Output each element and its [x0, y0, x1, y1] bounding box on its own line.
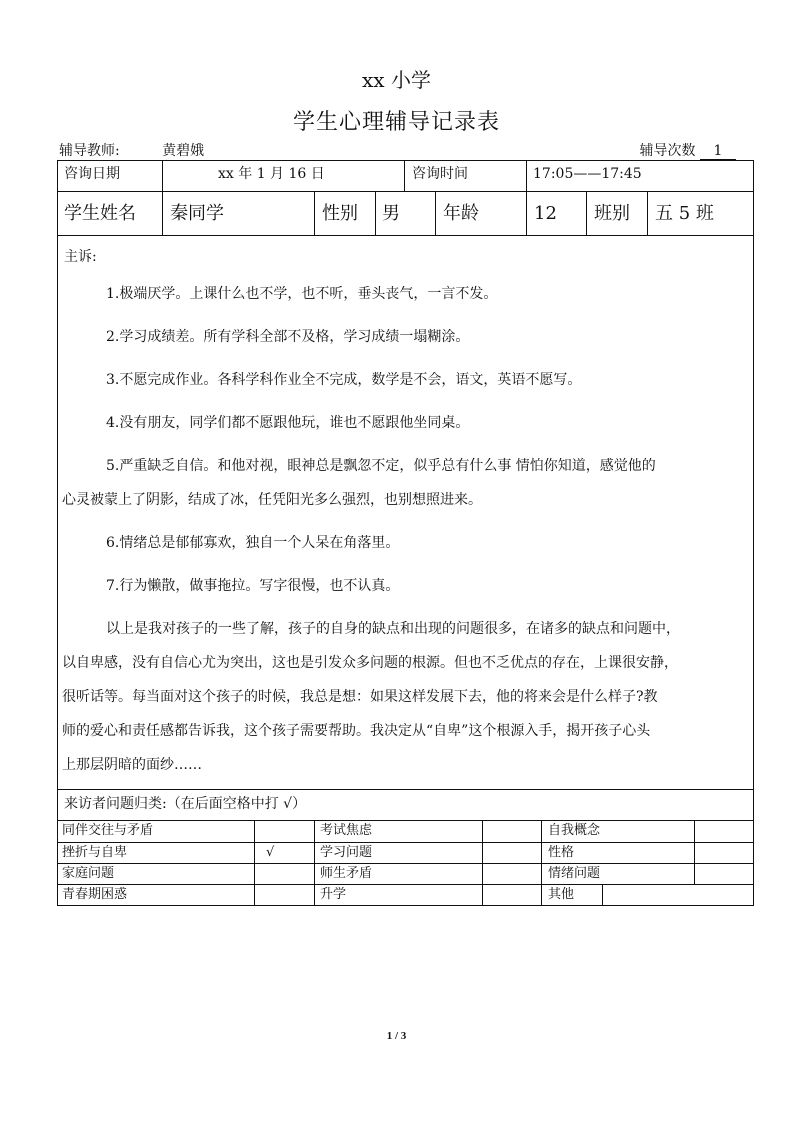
summary-line: 上那层阴暗的面纱…… [62, 757, 202, 773]
teacher-name: 黄碧娥 [132, 140, 292, 161]
complaint-item: 4.没有朋友，同学们都不愿跟他玩，谁也不愿跟他坐同桌。 [106, 415, 470, 431]
complaint-item: 5.严重缺乏自信。和他对视，眼神总是飘忽不定，似乎总有什么事 情怕你知道，感觉他的 [106, 458, 656, 474]
classification-label: 来访者问题归类:（在后面空格中打 √） [64, 796, 307, 812]
category-label: 同伴交往与矛盾 [62, 823, 154, 838]
row-divider [57, 235, 754, 236]
col-divider [694, 820, 695, 884]
col-divider [375, 191, 376, 235]
date-label: 咨询日期 [64, 166, 120, 182]
col-divider [314, 820, 315, 905]
complaint-item-continued: 心灵被蒙上了阴影，结成了冰，任凭阳光多么强烈，也别想照进来。 [62, 492, 482, 508]
row-divider [57, 789, 754, 790]
complaint-item: 1.极端厌学。上课什么也不学，也不听，垂头丧气，一言不发。 [106, 286, 498, 302]
date-value: xx 年 1 月 16 日 [218, 166, 325, 182]
summary-line: 师的爱心和责任感都告诉我，这个孩子需要帮助。我决定从“自卑”这个根源入手，揭开孩子心头 [62, 723, 651, 739]
complaint-item: 3.不愿完成作业。各科学科作业全不完成，数学是不会，语文，英语不愿写。 [106, 372, 582, 388]
category-label: 家庭问题 [62, 866, 115, 881]
category-label: 其他 [548, 887, 575, 902]
session-label: 辅导次数 [639, 143, 696, 159]
row-divider [57, 884, 754, 885]
summary-line: 以自卑感，没有自信心尤为突出，这也是引发众多问题的根源。但也不乏优点的存在，上课很安静， [62, 655, 678, 671]
page-number: 1 / 3 [386, 1030, 407, 1042]
session-field [640, 140, 736, 160]
col-divider [526, 160, 527, 235]
col-divider [162, 160, 163, 235]
class-label: 班别 [594, 203, 630, 224]
category-label: 挫折与自卑 [62, 845, 128, 860]
category-label: 性格 [548, 845, 575, 860]
teacher-label: 辅导教师: [59, 143, 120, 159]
table-border-right [753, 160, 754, 906]
category-checkbox-checked[interactable]: √ [266, 845, 275, 860]
school-name: xx 小学 [362, 68, 431, 92]
col-divider [647, 191, 648, 235]
category-label: 情绪问题 [548, 866, 601, 881]
col-divider [435, 191, 436, 235]
complaint-item: 2.学习成绩差。所有学科全部不及格，学习成绩一塌糊涂。 [106, 329, 470, 345]
category-label: 升学 [320, 887, 347, 902]
col-divider [586, 191, 587, 235]
table-border-left [57, 160, 58, 906]
summary-line: 以上是我对孩子的一些了解，孩子的自身的缺点和出现的问题很多，在诸多的缺点和问题中， [106, 621, 680, 637]
category-label: 学习问题 [320, 845, 373, 860]
col-divider [602, 884, 603, 905]
row-divider [57, 842, 754, 843]
session-count: 1 [700, 143, 736, 160]
category-label: 青春期困惑 [62, 887, 128, 902]
table-border-bottom [57, 905, 754, 906]
col-divider [541, 820, 542, 905]
category-label: 考试焦虑 [320, 823, 373, 838]
age-value: 12 [534, 203, 557, 224]
name-value: 秦同学 [170, 203, 224, 224]
col-divider [314, 191, 315, 235]
complaint-item: 7.行为懒散，做事拖拉。写字很慢，也不认真。 [106, 578, 400, 594]
col-divider [482, 820, 483, 905]
complaint-item: 6.情绪总是郁郁寡欢，独自一个人呆在角落里。 [106, 535, 400, 551]
complaint-label: 主诉: [64, 249, 97, 265]
name-label: 学生姓名 [64, 203, 136, 224]
teacher-field [59, 140, 292, 161]
time-label: 咨询时间 [412, 166, 468, 182]
col-divider [254, 820, 255, 905]
time-value: 17:05——17:45 [533, 166, 642, 182]
category-label: 师生矛盾 [320, 866, 373, 881]
form-title: 学生心理辅导记录表 [292, 110, 500, 135]
age-label: 年龄 [443, 203, 479, 224]
gender-value: 男 [382, 203, 400, 224]
col-divider [404, 160, 405, 191]
row-divider [57, 863, 754, 864]
summary-line: 很听话等。每当面对这个孩子的时候，我总是想：如果这样发展下去，他的将来会是什么样子?教 [62, 689, 658, 705]
class-value: 五 5 班 [655, 203, 714, 224]
gender-label: 性别 [322, 203, 358, 224]
category-label: 自我概念 [548, 823, 601, 838]
row-divider [57, 820, 754, 821]
